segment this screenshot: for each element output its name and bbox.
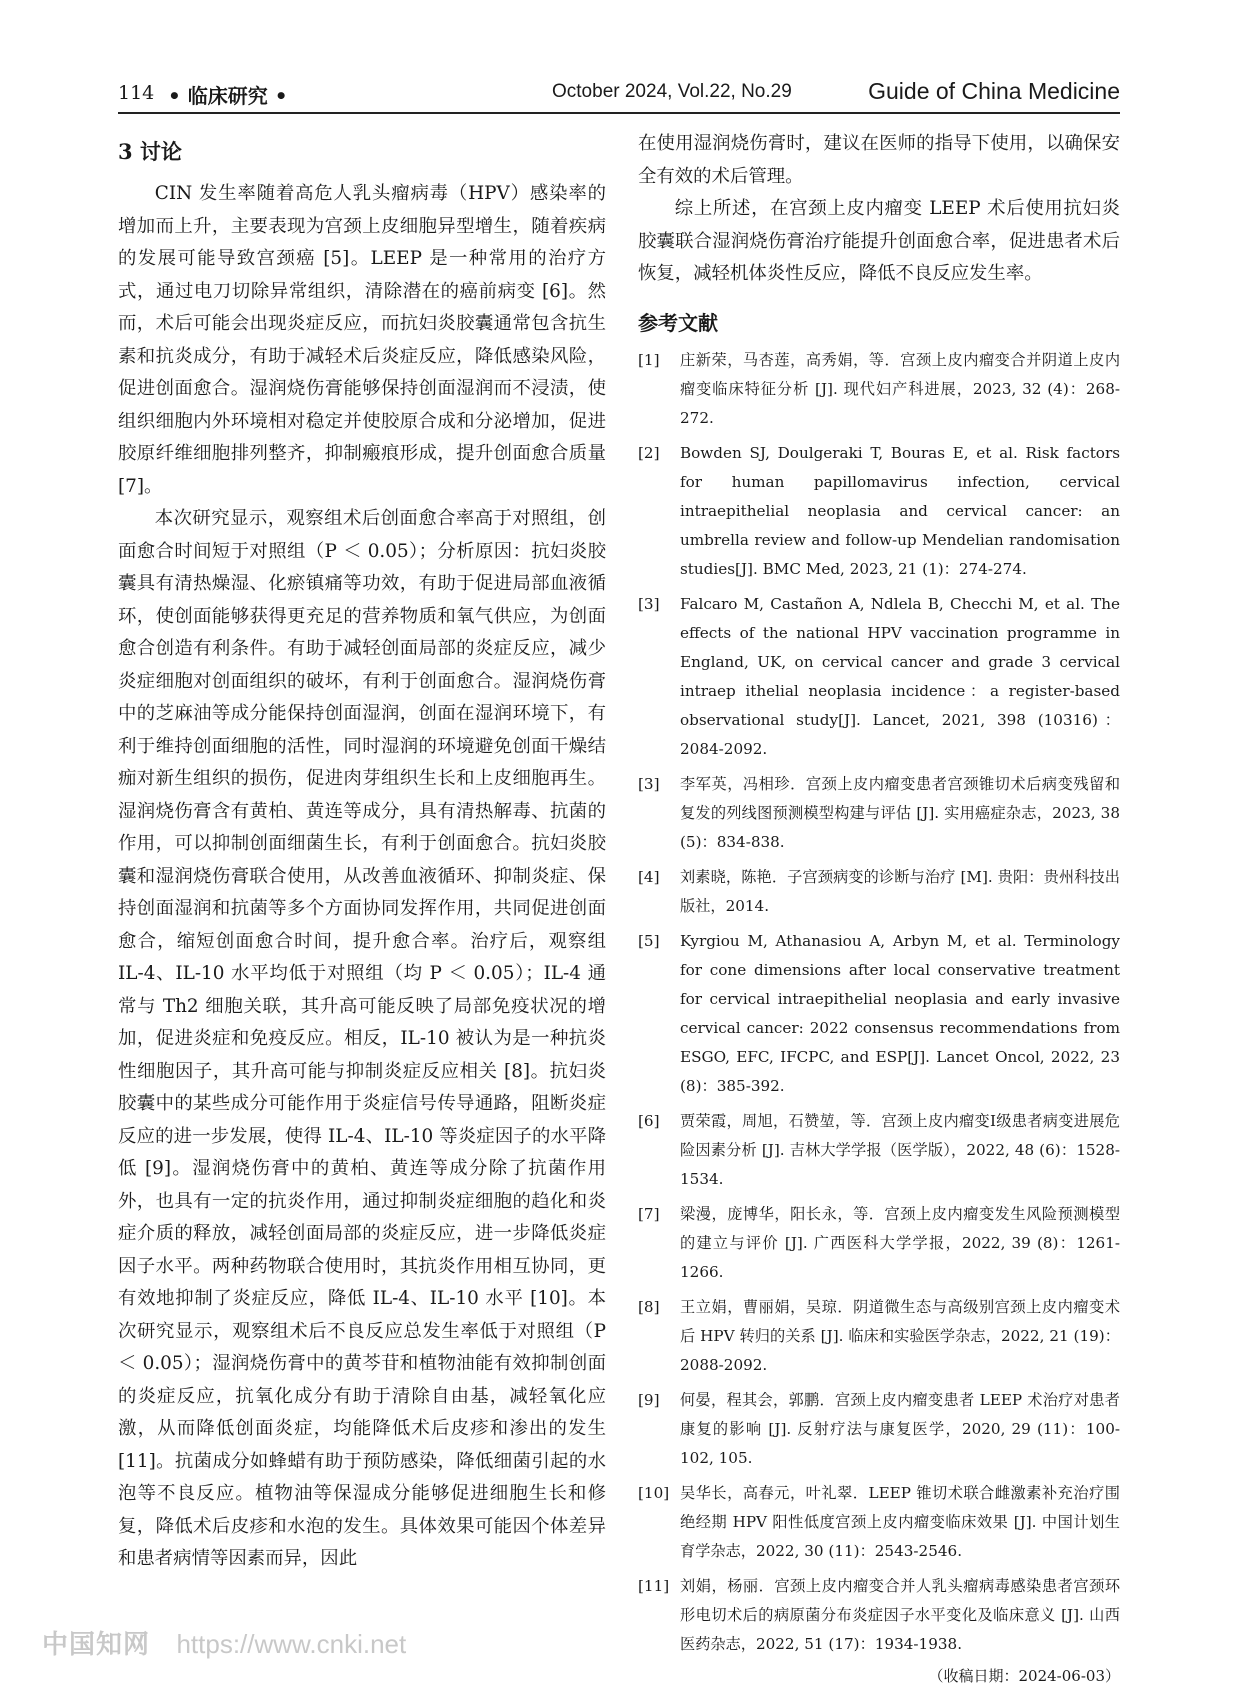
page-number: 114 [118, 82, 155, 104]
section-label: • 临床研究 • [168, 84, 288, 108]
reference-text: Bowden SJ, Doulgeraki T, Bouras E, et al. Risk factors for human papillomavirus infection, cervical intraepithelial neoplasia and cervical cancer: an umbrella review and follow-up Mendelian randomisation studies[J]. BMC Med, 2023, 21 (1)：274-274. [680, 443, 1120, 578]
reference-text: 李军英，冯相珍．宫颈上皮内瘤变患者宫颈锥切术后病变残留和复发的列线图预测模型构建与评估 [J]. 实用癌症杂志，2023, 38 (5)：834-838. [680, 774, 1120, 851]
page-header [118, 78, 1120, 112]
reference-number: [10] [638, 1483, 670, 1502]
issue-info: October 2024, Vol.22, No.29 [552, 81, 792, 102]
reference-text: 庄新荣，马杏莲，高秀娟，等．宫颈上皮内瘤变合并阴道上皮内瘤变临床特征分析 [J]. 现代妇产科进展，2023, 32 (4)：268-272. [680, 350, 1120, 427]
reference-number: [9] [638, 1390, 660, 1409]
conclusion-paragraph: 综上所述，在宫颈上皮内瘤变 LEEP 术后使用抗妇炎胶囊联合湿润烧伤膏治疗能提升创面愈合率，促进患者术后恢复，减轻机体炎性反应，降低不良反应发生率。 [638, 198, 1120, 284]
reference-item [638, 590, 1120, 764]
reference-number: [4] [638, 867, 660, 886]
reference-number: [7] [638, 1204, 660, 1223]
reference-item [638, 346, 1120, 433]
reference-number: [8] [638, 1297, 660, 1316]
reference-item [638, 1572, 1120, 1659]
discussion-paragraph: CIN 发生率随着高危人乳头瘤病毒（HPV）感染率的增加而上升，主要表现为宫颈上皮细胞异型增生，随着疾病的发展可能导致宫颈癌 [5]。LEEP 是一种常用的治疗方式，通过电刀切除异常组织，清除潜在的癌前病变 [6]。然而，术后可能会出现炎症反应，而抗妇炎胶囊通常包含抗生素和抗炎成分，有助于减轻术后炎症反应，降低感染风险，促进创面愈合。湿润烧伤膏能够保持创面湿润而不浸渍，使组织细胞内外环境相对稳定并使胶原合成和分泌增加，促进胶原纤维细胞排列整齐，抑制瘢痕形成，提升创面愈合质量 [7]。 [118, 183, 606, 497]
footer-watermark [42, 1624, 406, 1661]
right-column [638, 128, 1120, 1686]
received-date: （收稿日期：2024-06-03） [928, 1666, 1120, 1685]
discussion-paragraph: 本次研究显示，观察组术后创面愈合率高于对照组，创面愈合时间短于对照组（P ＜ 0.05）；分析原因：抗妇炎胶囊具有清热燥湿、化瘀镇痛等功效，有助于促进局部血液循环，使创面能够获得更充足的营养物质和氧气供应，为创面愈合创造有利条件。有助于减轻创面局部的炎症反应，减少炎症细胞对创面组织的破坏，有利于创面愈合。湿润烧伤膏中的芝麻油等成分能保持创面湿润，创面在湿润环境下，有利于维持创面细胞的活性，同时湿润的环境避免创面干燥结痂对新生组织的损伤，促进肉芽组织生长和上皮细胞再生。湿润烧伤膏含有黄柏、黄连等成分，具有清热解毒、抗菌的作用，可以抑制创面细菌生长，有利于创面愈合。抗妇炎胶囊和湿润烧伤膏联合使用，从改善血液循环、抑制炎症、保持创面湿润和抗菌等多个方面协同发挥作用，共同促进创面愈合，缩短创面愈合时间，提升愈合率。治疗后，观察组 IL-4、IL-10 水平均低于对照组（均 P ＜ 0.05）；IL-4 通常与 Th2 细胞关联，其升高可能反映了局部免疫状况的增加，促进炎症和免疫反应。相反，IL-10 被认为是一种抗炎性细胞因子，其升高可能与抑制炎症反应相关 [8]。抗妇炎胶囊中的某些成分可能作用于炎症信号传导通路，阻断炎症反应的进一步发展，使得 IL-4、IL-10 等炎症因子的水平降低 [9]。湿润烧伤膏中的黄柏、黄连等成分除了抗菌作用外，也具有一定的抗炎作用，通过抑制炎症细胞的趋化和炎症介质的释放，减轻创面局部的炎症反应，进一步降低炎症因子水平。两种药物联合使用时，其抗炎作用相互协同，更有效地抑制了炎症反应，降低 IL-4、IL-10 水平 [10]。本次研究显示，观察组术后不良反应总发生率低于对照组（P ＜ 0.05）；湿润烧伤膏中的黄芩苷和植物油能有效抑制创面的炎症反应，抗氧化成分有助于清除自由基，减轻氧化应激，从而降低创面炎症，均能降低术后皮疹和渗出的发生 [11]。抗菌成分如蜂蜡有助于预防感染，降低细菌引起的水泡等不良反应。植物油等保湿成分能够促进细胞生长和修复，降低术后皮疹和水泡的发生。具体效果可能因个体差异和患者病情等因素而异，因此 [118, 508, 606, 1569]
reference-number: [11] [638, 1576, 670, 1595]
reference-item [638, 1386, 1120, 1473]
reference-list [638, 346, 1120, 1659]
journal-title: Guide of China Medicine [868, 78, 1120, 104]
reference-text: 王立娟，曹丽娟，吴琼．阴道微生态与高级别宫颈上皮内瘤变术后 HPV 转归的关系 [J]. 临床和实验医学杂志，2022, 21 (19)：2088-2092. [680, 1297, 1120, 1374]
discussion-paragraph: 在使用湿润烧伤膏时，建议在医师的指导下使用，以确保安全有效的术后管理。 [638, 133, 1120, 187]
reference-number: [3] [638, 774, 660, 793]
reference-item [638, 927, 1120, 1101]
discussion-heading: 3 讨论 [118, 139, 182, 164]
reference-number: [3] [638, 594, 660, 613]
reference-item [638, 770, 1120, 857]
reference-text: 何晏，程其会，郭鹏．宫颈上皮内瘤变患者 LEEP 术治疗对患者康复的影响 [J]. 反射疗法与康复医学，2020, 29 (11)：100-102, 105. [680, 1390, 1120, 1467]
reference-number: [2] [638, 443, 660, 462]
header-rule [118, 112, 1120, 114]
reference-item [638, 1293, 1120, 1380]
reference-number: [1] [638, 350, 660, 369]
reference-text: 刘娟，杨丽．宫颈上皮内瘤变合并人乳头瘤病毒感染患者宫颈环形电切术后的病原菌分布炎症因子水平变化及临床意义 [J]. 山西医药杂志，2022, 51 (17)：1934-1938. [680, 1576, 1120, 1653]
reference-number: [6] [638, 1111, 660, 1130]
reference-text: 贾荣霞，周旭，石赞堃，等．宫颈上皮内瘤变Ⅰ级患者病变进展危险因素分析 [J]. 吉林大学学报（医学版），2022, 48 (6)：1528-1534. [680, 1111, 1120, 1188]
reference-text: 梁漫，庞博华，阳长永，等．宫颈上皮内瘤变发生风险预测模型的建立与评价 [J]. 广西医科大学学报，2022, 39 (8)：1261-1266. [680, 1204, 1120, 1281]
reference-item [638, 1200, 1120, 1287]
reference-item [638, 1107, 1120, 1194]
reference-item [638, 1479, 1120, 1566]
reference-text: Kyrgiou M, Athanasiou A, Arbyn M, et al. Terminology for cone dimensions after local conservative treatment for cervical intraepithelial neoplasia and early invasive cervical cancer: 2022 consensus recommendations from ESGO, EFC, IFCPC, and ESP[J]. Lancet Oncol, 2022, 23 (8)：385-392. [680, 931, 1120, 1095]
reference-text: 吴华长，高春元，叶礼翠．LEEP 锥切术联合雌激素补充治疗围绝经期 HPV 阳性低度宫颈上皮内瘤变临床效果 [J]. 中国计划生育学杂志，2022, 30 (11)：2543-2546. [680, 1483, 1120, 1560]
cnki-logo: 中国知网 [42, 1629, 151, 1659]
reference-item [638, 863, 1120, 921]
reference-item [638, 439, 1120, 584]
references-heading: 参考文献 [638, 310, 718, 335]
reference-text: Falcaro M, Castañon A, Ndlela B, Checchi M, et al. The effects of the national HPV vaccination programme in England, UK, on cervical cancer and grade 3 cervical intraep ithelial neoplasia incidence：a register-based observational study[J]. Lancet, 2021, 398 (10316)：2084-2092. [680, 594, 1120, 758]
left-column [118, 128, 606, 1576]
cnki-url[interactable]: https://www.cnki.net [176, 1629, 407, 1659]
reference-text: 刘素晓，陈艳．子宫颈病变的诊断与治疗 [M]. 贵阳：贵州科技出版社，2014. [680, 867, 1120, 915]
reference-number: [5] [638, 931, 660, 950]
